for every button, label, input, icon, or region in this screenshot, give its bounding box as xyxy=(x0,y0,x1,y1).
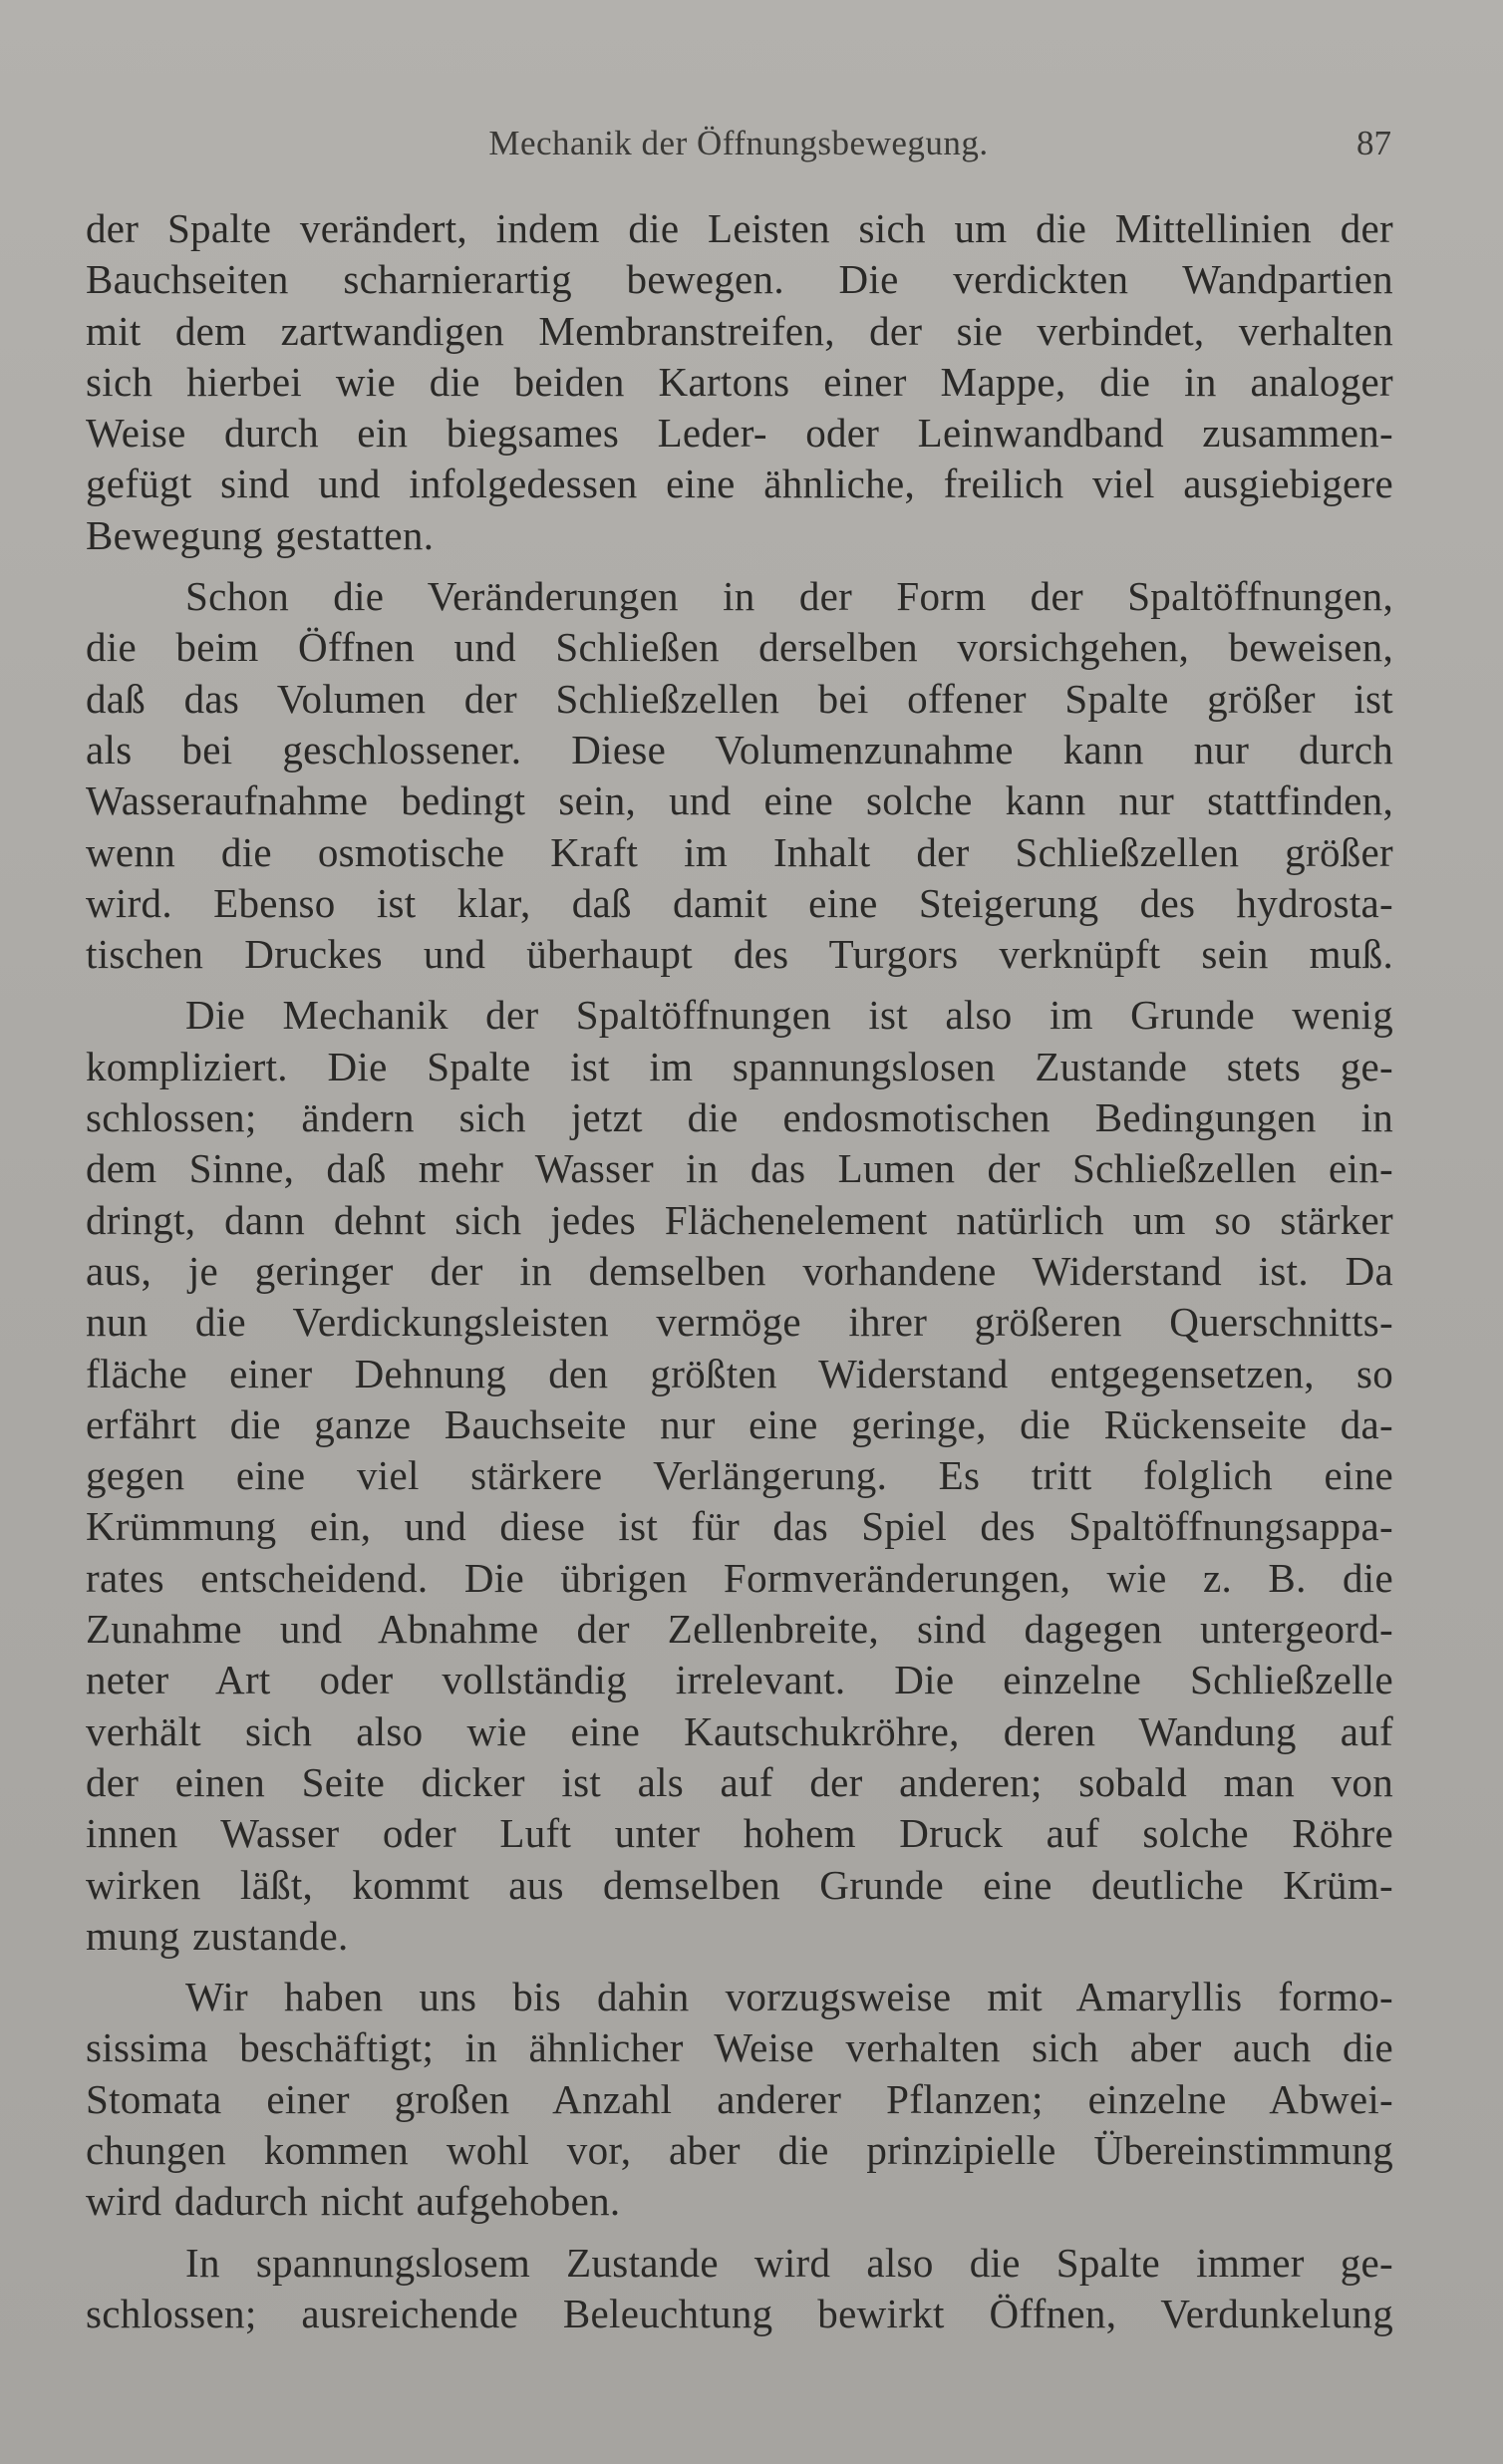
text-line: gegen eine viel stärkere Verlängerung. Es tritt folglich eine xyxy=(86,1452,1393,1499)
text-line: In spannungslosem Zustande wird also die Spalte immer ge- xyxy=(185,2239,1393,2286)
text-line: nun die Verdickungsleisten vermöge ihrer größeren Querschnitts- xyxy=(86,1299,1393,1346)
text-line: wird dadurch nicht aufgehoben. xyxy=(86,2178,621,2225)
running-head xyxy=(86,124,1391,171)
text-line: Bauchseiten scharnierartig bewegen. Die verdickten Wandpartien xyxy=(86,256,1393,303)
text-line: wirken läßt, kommt aus demselben Grunde eine deutliche Krüm- xyxy=(86,1861,1393,1908)
text-line: kompliziert. Die Spalte ist im spannungslosen Zustande stets ge- xyxy=(86,1043,1393,1089)
text-line: daß das Volumen der Schließzellen bei offener Spalte größer ist xyxy=(86,675,1393,722)
text-line: der Spalte verändert, indem die Leisten sich um die Mittellinien der xyxy=(86,205,1393,251)
text-line: aus, je geringer der in demselben vorhandene Widerstand ist. Da xyxy=(86,1247,1393,1294)
text-line: Schon die Veränderungen in der Form der Spaltöffnungen, xyxy=(185,573,1393,620)
text-line: fläche einer Dehnung den größten Widerstand entgegensetzen, so xyxy=(86,1350,1393,1396)
text-line: schlossen; ändern sich jetzt die endosmotischen Bedingungen in xyxy=(86,1094,1393,1141)
paragraph-5 xyxy=(86,2238,1393,2340)
text-line: schlossen; ausreichende Beleuchtung bewirkt Öffnen, Verdunkelung xyxy=(86,2290,1393,2336)
text-line: sich hierbei wie die beiden Kartons einer Mappe, die in analoger xyxy=(86,358,1393,405)
text-line: Die Mechanik der Spaltöffnungen ist also im Grunde wenig xyxy=(185,992,1393,1039)
text-line: tischen Druckes und überhaupt des Turgors verknüpft sein muß. xyxy=(86,931,1393,978)
text-line: der einen Seite dicker ist als auf der anderen; sobald man von xyxy=(86,1758,1393,1805)
text-line: mit dem zartwandigen Membranstreifen, der sie verbindet, verhalten xyxy=(86,307,1393,354)
text-line: mung zustande. xyxy=(86,1912,349,1959)
text-line: sissima beschäftigt; in ähnlicher Weise verhalten sich aber auch die xyxy=(86,2024,1393,2071)
text-line: Bewegung gestatten. xyxy=(86,511,435,558)
text-line: Stomata einer großen Anzahl anderer Pflanzen; einzelne Abwei- xyxy=(86,2075,1393,2122)
text-line: dringt, dann dehnt sich jedes Flächenelement natürlich um so stärker xyxy=(86,1196,1393,1243)
text-line: die beim Öffnen und Schließen derselben vorsichgehen, beweisen, xyxy=(86,624,1393,671)
paragraph-2 xyxy=(86,571,1393,980)
text-line: wird. Ebenso ist klar, daß damit eine Steigerung des hydrosta- xyxy=(86,879,1393,926)
text-line: Zunahme und Abnahme der Zellenbreite, sind dagegen untergeord- xyxy=(86,1606,1393,1653)
text-line: neter Art oder vollständig irrelevant. Die einzelne Schließzelle xyxy=(86,1657,1393,1703)
text-line: innen Wasser oder Luft unter hohem Druck auf solche Röhre xyxy=(86,1810,1393,1857)
page-number: 87 xyxy=(1356,124,1391,162)
text-line: Weise durch ein biegsames Leder- oder Leinwandband zusammen- xyxy=(86,410,1393,457)
text-line: Wasseraufnahme bedingt sein, und eine solche kann nur stattfinden, xyxy=(86,777,1393,824)
text-line: Wir haben uns bis dahin vorzugsweise mit Amaryllis formo- xyxy=(185,1974,1393,2020)
text-line: dem Sinne, daß mehr Wasser in das Lumen der Schließzellen ein- xyxy=(86,1145,1393,1192)
paragraph-4 xyxy=(86,1972,1393,2227)
paragraph-1 xyxy=(86,203,1393,561)
body-text xyxy=(86,203,1393,2349)
text-line: verhält sich also wie eine Kautschukröhre, deren Wandung auf xyxy=(86,1707,1393,1754)
text-line: erfährt die ganze Bauchseite nur eine geringe, die Rückenseite da- xyxy=(86,1400,1393,1447)
text-line: chungen kommen wohl vor, aber die prinzipielle Übereinstimmung xyxy=(86,2126,1393,2173)
text-line: wenn die osmotische Kraft im Inhalt der Schließzellen größer xyxy=(86,828,1393,875)
text-line: rates entscheidend. Die übrigen Formveränderungen, wie z. B. die xyxy=(86,1554,1393,1601)
text-line: gefügt sind und infolgedessen eine ähnliche, freilich viel ausgiebigere xyxy=(86,461,1393,507)
text-line: als bei geschlossener. Diese Volumenzunahme kann nur durch xyxy=(86,726,1393,772)
running-head-title: Mechanik der Öffnungsbewegung. xyxy=(488,124,989,162)
paragraph-3 xyxy=(86,990,1393,1962)
text-line: Krümmung ein, und diese ist für das Spiel des Spaltöffnungsappa- xyxy=(86,1503,1393,1550)
